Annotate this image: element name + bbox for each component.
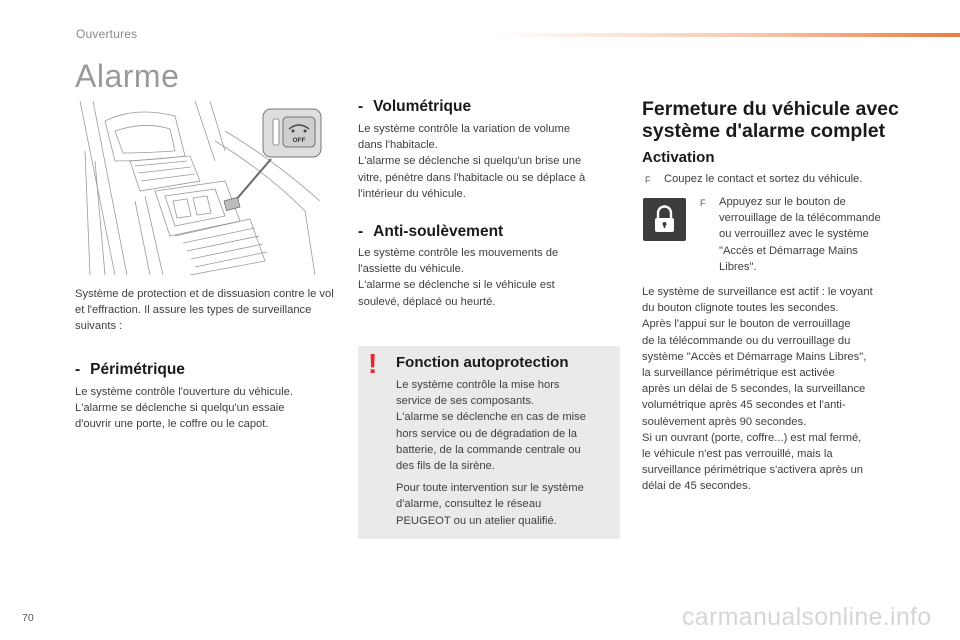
text-line: Le système contrôle la variation de volume [358,123,571,135]
text-line: verrouillage de la télécommande [719,212,881,225]
text-line: la surveillance périmétrique est activée [642,367,835,380]
heading-text: Périmétrique [90,361,185,378]
autoprotection-text [396,377,611,529]
text-line: soulèvement après 90 secondes. [642,415,807,428]
warning-icon: ! [368,348,378,379]
title-line: système d'alarme complet [642,120,886,142]
antisoulevement-heading [358,223,503,241]
text-line: ou verrouillez avec le système [719,228,869,241]
lock-button-icon [643,198,686,241]
header-accent-bar [495,33,960,37]
off-button-label: OFF [292,137,306,144]
step-2 [719,194,909,275]
text-line: L'alarme se déclenche si le véhicule est [358,279,555,292]
text-line: d'alarme, consultez le réseau [396,498,542,511]
text-line: hors service ou de dégradation de la [396,427,577,440]
text-line: surveillance périmétrique s'activera après un [642,464,864,477]
volumetrique-text [358,121,623,202]
text-line: l'intérieur du véhicule. [358,187,466,200]
text-line: Le système contrôle les mouvements de [358,247,559,259]
watermark: carmanualsonline.info [682,603,932,631]
text-line: PEUGEOT ou un atelier qualifié. [396,514,557,527]
text-line: service de ses composants. [396,395,535,408]
page-title: Alarme [75,58,180,94]
text-line: Si un ouvrant (porte, coffre...) est mal fermé, [642,431,862,444]
page-number: 70 [22,612,34,624]
alarm-button-illustration [75,101,330,275]
heading-dash: - [358,98,364,115]
bullet-mark: F [700,198,706,208]
text-line: le véhicule n'est pas verrouillé, mais la [642,448,833,461]
text-line: Pour toute intervention sur le système [396,482,584,495]
text-line: après un délai de 5 secondes, la surveillance [642,383,866,396]
text-line: volumétrique après 45 secondes et l'anti- [642,399,846,412]
text-line: Le système contrôle la mise hors [396,379,560,391]
text-line: batterie, de la commande centrale ou [396,443,581,456]
intro-text: Système de protection et de dissuasion contre le vol et l'effraction. Il assure les types de surveillance suivants : [75,288,334,333]
text-line: Appuyez sur le bouton de [719,196,846,208]
text-line: de la télécommande ou du verrouillage du [642,334,851,347]
heading-text: Volumétrique [373,98,472,115]
text-line: Libres". [719,260,757,273]
activation-heading: Activation [642,149,715,166]
text-line: vitre, pénètre dans l'habitacle ou se déplace à [358,171,586,184]
title-line: Fermeture du véhicule avec [642,98,899,120]
text-line: Le système de surveillance est actif : le voyant [642,286,873,298]
text-line: Après l'appui sur le bouton de verrouillage [642,318,851,331]
fermeture-title [642,98,899,142]
heading-text: Anti-soulèvement [373,223,504,240]
text-line: des fils de la sirène. [396,460,495,473]
text-line: du bouton clignote toutes les secondes. [642,302,839,315]
heading-dash: - [75,361,81,378]
perimetrique-heading [75,361,185,379]
bullet-mark: F [645,175,651,185]
volumetrique-heading [358,98,471,116]
text-line: l'assiette du véhicule. [358,263,464,276]
autoprotection-heading: Fonction autoprotection [396,354,569,371]
text-line: L'alarme se déclenche en cas de mise [396,411,586,424]
section-label: Ouvertures [76,27,138,41]
text-line: L'alarme se déclenche si quelqu'un essaie [75,402,285,415]
lock-icon [643,198,686,241]
text-line: système "Accès et Démarrage Mains Libres", [642,350,867,363]
perimetrique-text [75,384,345,433]
text-line: soulevé, déplacé ou heurté. [358,295,496,308]
step-1: Coupez le contact et sortez du véhicule. [664,173,863,185]
heading-dash: - [358,223,364,240]
text-line: délai de 45 secondes. [642,480,751,493]
text-line: dans l'habitacle. [358,139,438,152]
text-line: d'ouvrir une porte, le coffre ou le capot. [75,418,269,431]
text-line: L'alarme se déclenche si quelqu'un brise une [358,155,582,168]
fermeture-details [642,284,917,495]
text-line: "Accès et Démarrage Mains [719,244,858,257]
text-line: Le système contrôle l'ouverture du véhicule. [75,386,293,398]
antisoulevement-text [358,245,623,310]
